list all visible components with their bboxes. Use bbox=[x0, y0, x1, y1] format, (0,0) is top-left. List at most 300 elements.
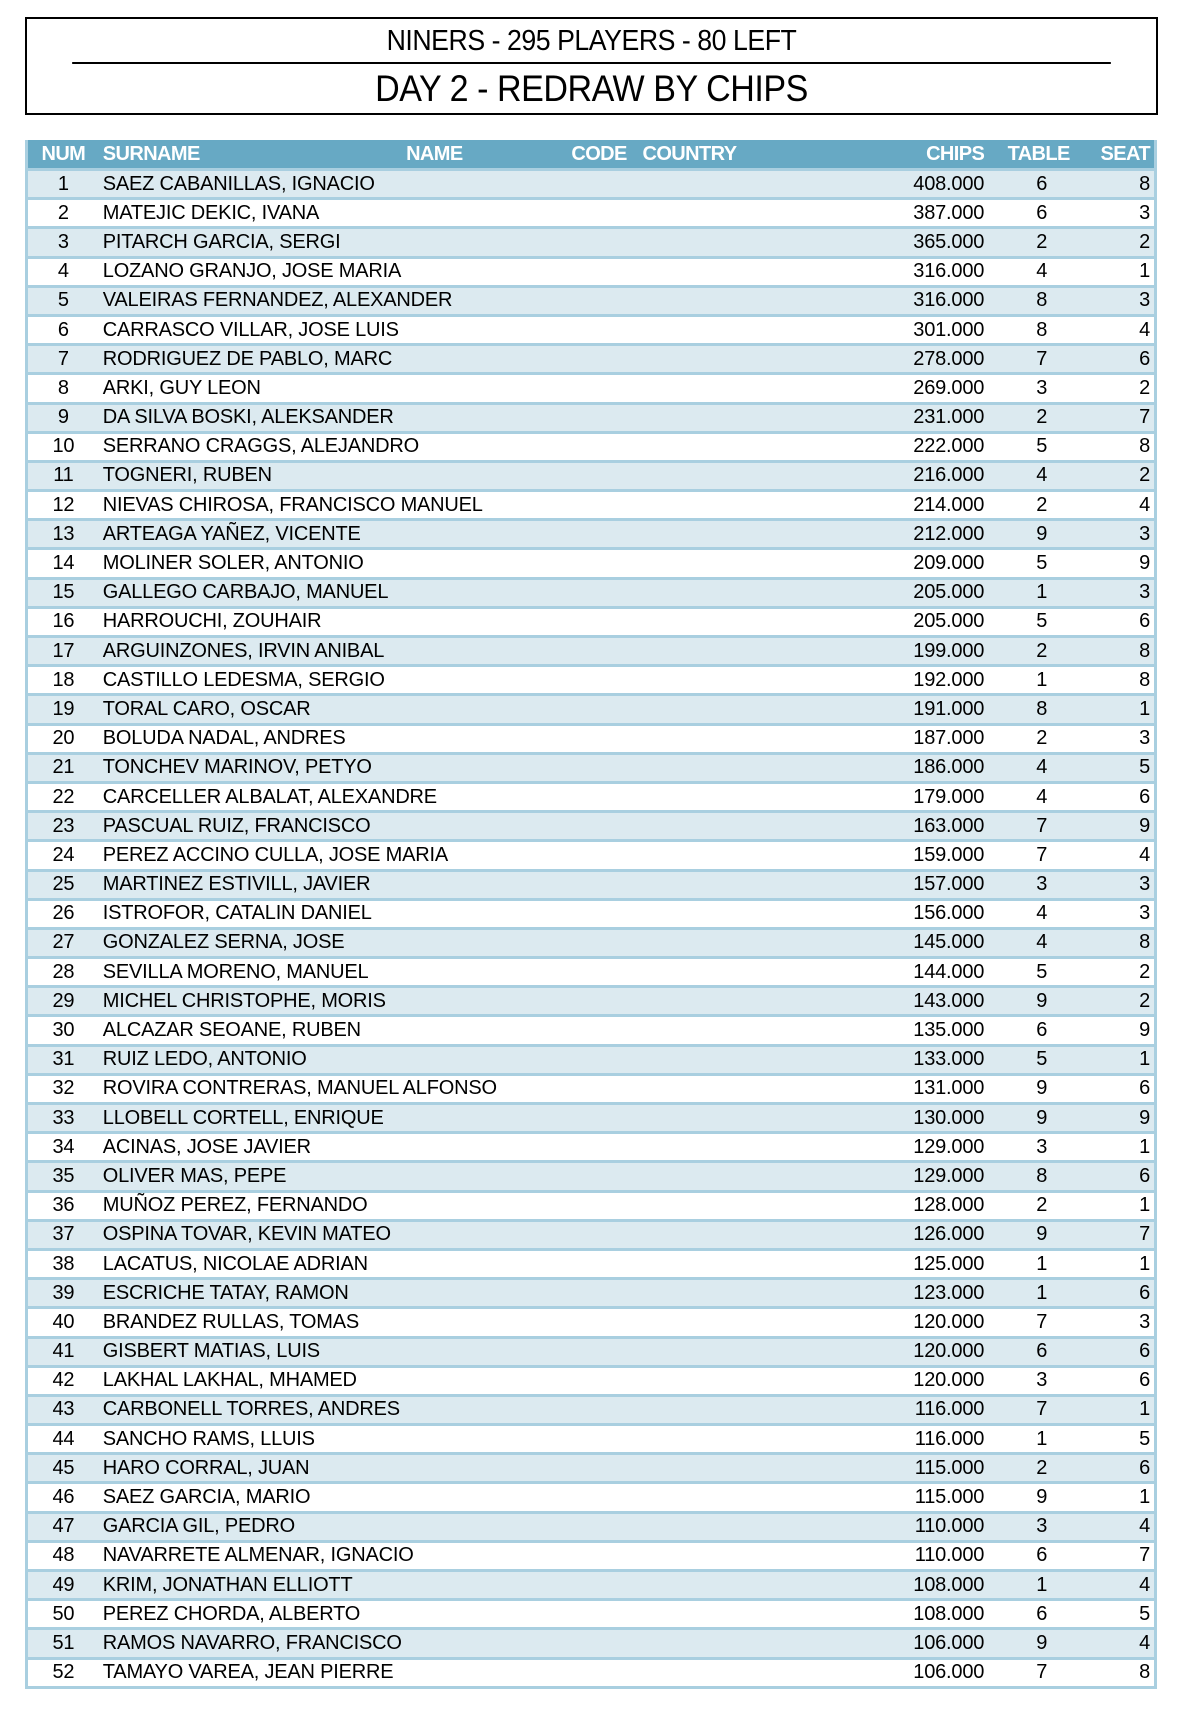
cell-num: 8 bbox=[27, 374, 99, 403]
cell-player: BOLUDA NADAL, ANDRES bbox=[99, 724, 560, 753]
table-row bbox=[27, 345, 1156, 374]
cell-chips: 115.000 bbox=[859, 1454, 988, 1483]
cell-chips: 110.000 bbox=[859, 1512, 988, 1541]
table-row bbox=[27, 1074, 1156, 1103]
cell-table: 9 bbox=[988, 1629, 1079, 1658]
cell-code bbox=[560, 1629, 639, 1658]
cell-chips: 408.000 bbox=[859, 170, 988, 199]
cell-code bbox=[560, 1279, 639, 1308]
cell-chips: 192.000 bbox=[859, 666, 988, 695]
cell-country bbox=[638, 1337, 858, 1366]
cell-code bbox=[560, 461, 639, 490]
cell-seat: 6 bbox=[1079, 1074, 1155, 1103]
cell-table: 3 bbox=[988, 1133, 1079, 1162]
cell-chips: 387.000 bbox=[859, 199, 988, 228]
cell-country bbox=[638, 1045, 858, 1074]
cell-code bbox=[560, 1074, 639, 1103]
cell-num: 52 bbox=[27, 1658, 99, 1687]
cell-seat: 8 bbox=[1079, 1658, 1155, 1687]
cell-code bbox=[560, 1045, 639, 1074]
cell-player: GISBERT MATIAS, LUIS bbox=[99, 1337, 560, 1366]
table-row bbox=[27, 899, 1156, 928]
table-row bbox=[27, 782, 1156, 811]
cell-seat: 3 bbox=[1079, 724, 1155, 753]
cell-code bbox=[560, 1366, 639, 1395]
cell-country bbox=[638, 1658, 858, 1687]
cell-player: LAKHAL LAKHAL, MHAMED bbox=[99, 1366, 560, 1395]
cell-player: RAMOS NAVARRO, FRANCISCO bbox=[99, 1629, 560, 1658]
cell-seat: 1 bbox=[1079, 1483, 1155, 1512]
cell-seat: 5 bbox=[1079, 753, 1155, 782]
table-row bbox=[27, 1191, 1156, 1220]
cell-seat: 2 bbox=[1079, 228, 1155, 257]
cell-num: 27 bbox=[27, 928, 99, 957]
cell-num: 12 bbox=[27, 491, 99, 520]
table-row bbox=[27, 170, 1156, 199]
cell-num: 23 bbox=[27, 812, 99, 841]
col-header-num: NUM bbox=[27, 140, 99, 170]
cell-player: TOGNERI, RUBEN bbox=[99, 461, 560, 490]
cell-num: 29 bbox=[27, 987, 99, 1016]
cell-code bbox=[560, 257, 639, 286]
cell-code bbox=[560, 782, 639, 811]
cell-player: SAEZ GARCIA, MARIO bbox=[99, 1483, 560, 1512]
cell-table: 2 bbox=[988, 228, 1079, 257]
cell-seat: 3 bbox=[1079, 578, 1155, 607]
cell-country bbox=[638, 1191, 858, 1220]
cell-num: 36 bbox=[27, 1191, 99, 1220]
cell-table: 3 bbox=[988, 374, 1079, 403]
cell-country bbox=[638, 1454, 858, 1483]
cell-chips: 269.000 bbox=[859, 374, 988, 403]
cell-country bbox=[638, 1600, 858, 1629]
cell-chips: 120.000 bbox=[859, 1308, 988, 1337]
cell-seat: 1 bbox=[1079, 1133, 1155, 1162]
cell-country bbox=[638, 345, 858, 374]
cell-chips: 159.000 bbox=[859, 841, 988, 870]
cell-country bbox=[638, 782, 858, 811]
cell-chips: 130.000 bbox=[859, 1104, 988, 1133]
cell-country bbox=[638, 841, 858, 870]
cell-chips: 129.000 bbox=[859, 1133, 988, 1162]
cell-seat: 3 bbox=[1079, 870, 1155, 899]
cell-chips: 205.000 bbox=[859, 607, 988, 636]
table-row bbox=[27, 549, 1156, 578]
cell-table: 7 bbox=[988, 812, 1079, 841]
table-row bbox=[27, 1629, 1156, 1658]
cell-code bbox=[560, 899, 639, 928]
cell-seat: 1 bbox=[1079, 257, 1155, 286]
cell-code bbox=[560, 870, 639, 899]
cell-num: 39 bbox=[27, 1279, 99, 1308]
cell-code bbox=[560, 286, 639, 315]
cell-player: ARTEAGA YAÑEZ, VICENTE bbox=[99, 520, 560, 549]
cell-num: 38 bbox=[27, 1249, 99, 1278]
col-header-code: CODE bbox=[560, 140, 639, 170]
cell-seat: 2 bbox=[1079, 461, 1155, 490]
cell-seat: 7 bbox=[1079, 403, 1155, 432]
cell-seat: 9 bbox=[1079, 1016, 1155, 1045]
cell-chips: 316.000 bbox=[859, 286, 988, 315]
cell-num: 5 bbox=[27, 286, 99, 315]
cell-num: 30 bbox=[27, 1016, 99, 1045]
cell-player: PASCUAL RUIZ, FRANCISCO bbox=[99, 812, 560, 841]
cell-country bbox=[638, 1104, 858, 1133]
cell-code bbox=[560, 170, 639, 199]
table-row bbox=[27, 1162, 1156, 1191]
cell-table: 6 bbox=[988, 1541, 1079, 1570]
cell-seat: 4 bbox=[1079, 841, 1155, 870]
cell-chips: 156.000 bbox=[859, 899, 988, 928]
cell-code bbox=[560, 607, 639, 636]
cell-num: 35 bbox=[27, 1162, 99, 1191]
cell-player: MARTINEZ ESTIVILL, JAVIER bbox=[99, 870, 560, 899]
cell-code bbox=[560, 1483, 639, 1512]
cell-player: LOZANO GRANJO, JOSE MARIA bbox=[99, 257, 560, 286]
cell-table: 3 bbox=[988, 870, 1079, 899]
cell-chips: 214.000 bbox=[859, 491, 988, 520]
cell-player: ROVIRA CONTRERAS, MANUEL ALFONSO bbox=[99, 1074, 560, 1103]
event-title: NINERS - 295 PLAYERS - 80 LEFT bbox=[72, 19, 1111, 64]
cell-chips: 106.000 bbox=[859, 1629, 988, 1658]
col-header-table: TABLE bbox=[988, 140, 1079, 170]
table-row bbox=[27, 1483, 1156, 1512]
cell-code bbox=[560, 1220, 639, 1249]
cell-country bbox=[638, 1249, 858, 1278]
table-row bbox=[27, 461, 1156, 490]
table-row bbox=[27, 286, 1156, 315]
cell-seat: 6 bbox=[1079, 1366, 1155, 1395]
cell-num: 34 bbox=[27, 1133, 99, 1162]
cell-country bbox=[638, 1541, 858, 1570]
cell-seat: 5 bbox=[1079, 1425, 1155, 1454]
cell-player: CARBONELL TORRES, ANDRES bbox=[99, 1395, 560, 1424]
cell-country bbox=[638, 607, 858, 636]
cell-chips: 163.000 bbox=[859, 812, 988, 841]
cell-chips: 209.000 bbox=[859, 549, 988, 578]
cell-code bbox=[560, 345, 639, 374]
cell-code bbox=[560, 199, 639, 228]
cell-player: SEVILLA MORENO, MANUEL bbox=[99, 958, 560, 987]
cell-code bbox=[560, 1454, 639, 1483]
cell-num: 42 bbox=[27, 1366, 99, 1395]
cell-seat: 3 bbox=[1079, 199, 1155, 228]
cell-table: 8 bbox=[988, 695, 1079, 724]
cell-code bbox=[560, 1191, 639, 1220]
cell-country bbox=[638, 1308, 858, 1337]
cell-table: 5 bbox=[988, 549, 1079, 578]
table-row bbox=[27, 1279, 1156, 1308]
cell-table: 5 bbox=[988, 432, 1079, 461]
cell-player: ARGUINZONES, IRVIN ANIBAL bbox=[99, 637, 560, 666]
cell-num: 46 bbox=[27, 1483, 99, 1512]
cell-seat: 5 bbox=[1079, 1600, 1155, 1629]
cell-seat: 3 bbox=[1079, 520, 1155, 549]
cell-country bbox=[638, 1512, 858, 1541]
cell-country bbox=[638, 1629, 858, 1658]
cell-seat: 6 bbox=[1079, 607, 1155, 636]
cell-table: 7 bbox=[988, 345, 1079, 374]
cell-num: 21 bbox=[27, 753, 99, 782]
cell-chips: 231.000 bbox=[859, 403, 988, 432]
cell-table: 8 bbox=[988, 315, 1079, 344]
cell-seat: 2 bbox=[1079, 374, 1155, 403]
cell-chips: 365.000 bbox=[859, 228, 988, 257]
cell-player: MUÑOZ PEREZ, FERNANDO bbox=[99, 1191, 560, 1220]
cell-num: 1 bbox=[27, 170, 99, 199]
cell-player: NIEVAS CHIROSA, FRANCISCO MANUEL bbox=[99, 491, 560, 520]
cell-code bbox=[560, 549, 639, 578]
table-row bbox=[27, 870, 1156, 899]
cell-chips: 129.000 bbox=[859, 1162, 988, 1191]
cell-player: BRANDEZ RULLAS, TOMAS bbox=[99, 1308, 560, 1337]
cell-num: 26 bbox=[27, 899, 99, 928]
cell-player: SERRANO CRAGGS, ALEJANDRO bbox=[99, 432, 560, 461]
cell-seat: 9 bbox=[1079, 812, 1155, 841]
cell-seat: 8 bbox=[1079, 170, 1155, 199]
table-row bbox=[27, 958, 1156, 987]
cell-country bbox=[638, 170, 858, 199]
cell-seat: 6 bbox=[1079, 782, 1155, 811]
table-row bbox=[27, 1658, 1156, 1687]
cell-table: 6 bbox=[988, 1600, 1079, 1629]
cell-country bbox=[638, 432, 858, 461]
cell-code bbox=[560, 1308, 639, 1337]
cell-seat: 2 bbox=[1079, 958, 1155, 987]
event-subtitle: DAY 2 - REDRAW BY CHIPS bbox=[375, 68, 808, 109]
cell-chips: 131.000 bbox=[859, 1074, 988, 1103]
cell-table: 6 bbox=[988, 1337, 1079, 1366]
cell-num: 49 bbox=[27, 1571, 99, 1600]
cell-code bbox=[560, 1104, 639, 1133]
cell-player: GALLEGO CARBAJO, MANUEL bbox=[99, 578, 560, 607]
table-row bbox=[27, 1425, 1156, 1454]
table-row bbox=[27, 724, 1156, 753]
cell-code bbox=[560, 1016, 639, 1045]
cell-chips: 191.000 bbox=[859, 695, 988, 724]
cell-table: 2 bbox=[988, 637, 1079, 666]
cell-country bbox=[638, 637, 858, 666]
cell-player: OSPINA TOVAR, KEVIN MATEO bbox=[99, 1220, 560, 1249]
cell-code bbox=[560, 928, 639, 957]
cell-table: 8 bbox=[988, 286, 1079, 315]
table-row bbox=[27, 1016, 1156, 1045]
cell-seat: 6 bbox=[1079, 1337, 1155, 1366]
cell-player: ISTROFOR, CATALIN DANIEL bbox=[99, 899, 560, 928]
cell-country bbox=[638, 695, 858, 724]
table-row bbox=[27, 841, 1156, 870]
cell-country bbox=[638, 870, 858, 899]
cell-num: 44 bbox=[27, 1425, 99, 1454]
cell-chips: 115.000 bbox=[859, 1483, 988, 1512]
cell-player: RUIZ LEDO, ANTONIO bbox=[99, 1045, 560, 1074]
cell-num: 10 bbox=[27, 432, 99, 461]
cell-player: SAEZ CABANILLAS, IGNACIO bbox=[99, 170, 560, 199]
cell-seat: 8 bbox=[1079, 637, 1155, 666]
cell-seat: 1 bbox=[1079, 695, 1155, 724]
cell-code bbox=[560, 374, 639, 403]
cell-table: 2 bbox=[988, 1454, 1079, 1483]
cell-num: 9 bbox=[27, 403, 99, 432]
cell-player: KRIM, JONATHAN ELLIOTT bbox=[99, 1571, 560, 1600]
cell-chips: 126.000 bbox=[859, 1220, 988, 1249]
cell-chips: 205.000 bbox=[859, 578, 988, 607]
table-row bbox=[27, 403, 1156, 432]
table-row bbox=[27, 199, 1156, 228]
cell-num: 48 bbox=[27, 1541, 99, 1570]
cell-code bbox=[560, 987, 639, 1016]
cell-seat: 6 bbox=[1079, 1279, 1155, 1308]
cell-num: 20 bbox=[27, 724, 99, 753]
cell-num: 47 bbox=[27, 1512, 99, 1541]
cell-code bbox=[560, 812, 639, 841]
cell-player: SANCHO RAMS, LLUIS bbox=[99, 1425, 560, 1454]
cell-player: MICHEL CHRISTOPHE, MORIS bbox=[99, 987, 560, 1016]
cell-country bbox=[638, 1425, 858, 1454]
cell-num: 33 bbox=[27, 1104, 99, 1133]
cell-code bbox=[560, 1541, 639, 1570]
cell-chips: 179.000 bbox=[859, 782, 988, 811]
cell-chips: 144.000 bbox=[859, 958, 988, 987]
cell-country bbox=[638, 1074, 858, 1103]
cell-code bbox=[560, 1162, 639, 1191]
table-row bbox=[27, 1045, 1156, 1074]
cell-num: 22 bbox=[27, 782, 99, 811]
cell-player: TORAL CARO, OSCAR bbox=[99, 695, 560, 724]
cell-table: 7 bbox=[988, 1395, 1079, 1424]
cell-country bbox=[638, 228, 858, 257]
cell-seat: 7 bbox=[1079, 1541, 1155, 1570]
table-header-row bbox=[27, 140, 1156, 170]
cell-country bbox=[638, 374, 858, 403]
table-row bbox=[27, 578, 1156, 607]
cell-code bbox=[560, 1337, 639, 1366]
cell-chips: 123.000 bbox=[859, 1279, 988, 1308]
cell-chips: 199.000 bbox=[859, 637, 988, 666]
table-row bbox=[27, 1337, 1156, 1366]
col-header-surname: SURNAME bbox=[99, 140, 309, 170]
table-row bbox=[27, 1600, 1156, 1629]
cell-table: 1 bbox=[988, 1425, 1079, 1454]
cell-table: 2 bbox=[988, 491, 1079, 520]
cell-chips: 187.000 bbox=[859, 724, 988, 753]
table-row bbox=[27, 666, 1156, 695]
cell-country bbox=[638, 724, 858, 753]
cell-chips: 108.000 bbox=[859, 1600, 988, 1629]
col-header-seat: SEAT bbox=[1079, 140, 1155, 170]
table-row bbox=[27, 228, 1156, 257]
cell-country bbox=[638, 257, 858, 286]
cell-player: ALCAZAR SEOANE, RUBEN bbox=[99, 1016, 560, 1045]
cell-player: HARROUCHI, ZOUHAIR bbox=[99, 607, 560, 636]
cell-table: 1 bbox=[988, 1249, 1079, 1278]
cell-chips: 120.000 bbox=[859, 1337, 988, 1366]
cell-table: 5 bbox=[988, 958, 1079, 987]
title-box bbox=[25, 17, 1158, 115]
table-row bbox=[27, 695, 1156, 724]
table-row bbox=[27, 1541, 1156, 1570]
cell-chips: 128.000 bbox=[859, 1191, 988, 1220]
cell-seat: 3 bbox=[1079, 899, 1155, 928]
cell-country bbox=[638, 1483, 858, 1512]
cell-chips: 278.000 bbox=[859, 345, 988, 374]
cell-country bbox=[638, 958, 858, 987]
table-row bbox=[27, 315, 1156, 344]
cell-seat: 7 bbox=[1079, 1220, 1155, 1249]
cell-num: 41 bbox=[27, 1337, 99, 1366]
table-row bbox=[27, 753, 1156, 782]
cell-chips: 186.000 bbox=[859, 753, 988, 782]
cell-table: 6 bbox=[988, 170, 1079, 199]
cell-table: 5 bbox=[988, 607, 1079, 636]
cell-table: 3 bbox=[988, 1512, 1079, 1541]
table-row bbox=[27, 607, 1156, 636]
cell-country bbox=[638, 1571, 858, 1600]
cell-code bbox=[560, 1512, 639, 1541]
cell-player: ARKI, GUY LEON bbox=[99, 374, 560, 403]
cell-country bbox=[638, 666, 858, 695]
cell-chips: 133.000 bbox=[859, 1045, 988, 1074]
cell-code bbox=[560, 1571, 639, 1600]
cell-table: 8 bbox=[988, 1162, 1079, 1191]
cell-player: PITARCH GARCIA, SERGI bbox=[99, 228, 560, 257]
cell-country bbox=[638, 812, 858, 841]
cell-table: 3 bbox=[988, 1366, 1079, 1395]
cell-num: 3 bbox=[27, 228, 99, 257]
cell-table: 9 bbox=[988, 520, 1079, 549]
cell-code bbox=[560, 666, 639, 695]
cell-chips: 222.000 bbox=[859, 432, 988, 461]
cell-num: 25 bbox=[27, 870, 99, 899]
cell-player: ACINAS, JOSE JAVIER bbox=[99, 1133, 560, 1162]
table-row bbox=[27, 1454, 1156, 1483]
cell-num: 2 bbox=[27, 199, 99, 228]
cell-table: 1 bbox=[988, 1571, 1079, 1600]
cell-table: 9 bbox=[988, 1483, 1079, 1512]
cell-num: 31 bbox=[27, 1045, 99, 1074]
table-row bbox=[27, 1220, 1156, 1249]
cell-player: CASTILLO LEDESMA, SERGIO bbox=[99, 666, 560, 695]
cell-country bbox=[638, 578, 858, 607]
cell-chips: 116.000 bbox=[859, 1425, 988, 1454]
cell-player: PEREZ ACCINO CULLA, JOSE MARIA bbox=[99, 841, 560, 870]
table-row bbox=[27, 812, 1156, 841]
table-row bbox=[27, 928, 1156, 957]
cell-country bbox=[638, 520, 858, 549]
cell-country bbox=[638, 1016, 858, 1045]
players-table bbox=[25, 140, 1157, 1689]
table-row bbox=[27, 1571, 1156, 1600]
cell-country bbox=[638, 1133, 858, 1162]
cell-table: 9 bbox=[988, 1104, 1079, 1133]
col-header-country: COUNTRY bbox=[638, 140, 858, 170]
cell-num: 18 bbox=[27, 666, 99, 695]
table-row bbox=[27, 1133, 1156, 1162]
cell-player: ESCRICHE TATAY, RAMON bbox=[99, 1279, 560, 1308]
cell-chips: 216.000 bbox=[859, 461, 988, 490]
cell-num: 40 bbox=[27, 1308, 99, 1337]
cell-num: 32 bbox=[27, 1074, 99, 1103]
cell-seat: 1 bbox=[1079, 1045, 1155, 1074]
cell-code bbox=[560, 432, 639, 461]
cell-code bbox=[560, 724, 639, 753]
table-row bbox=[27, 257, 1156, 286]
cell-player: CARCELLER ALBALAT, ALEXANDRE bbox=[99, 782, 560, 811]
table-row bbox=[27, 374, 1156, 403]
table-body bbox=[27, 170, 1156, 1688]
cell-seat: 4 bbox=[1079, 491, 1155, 520]
cell-seat: 6 bbox=[1079, 1454, 1155, 1483]
